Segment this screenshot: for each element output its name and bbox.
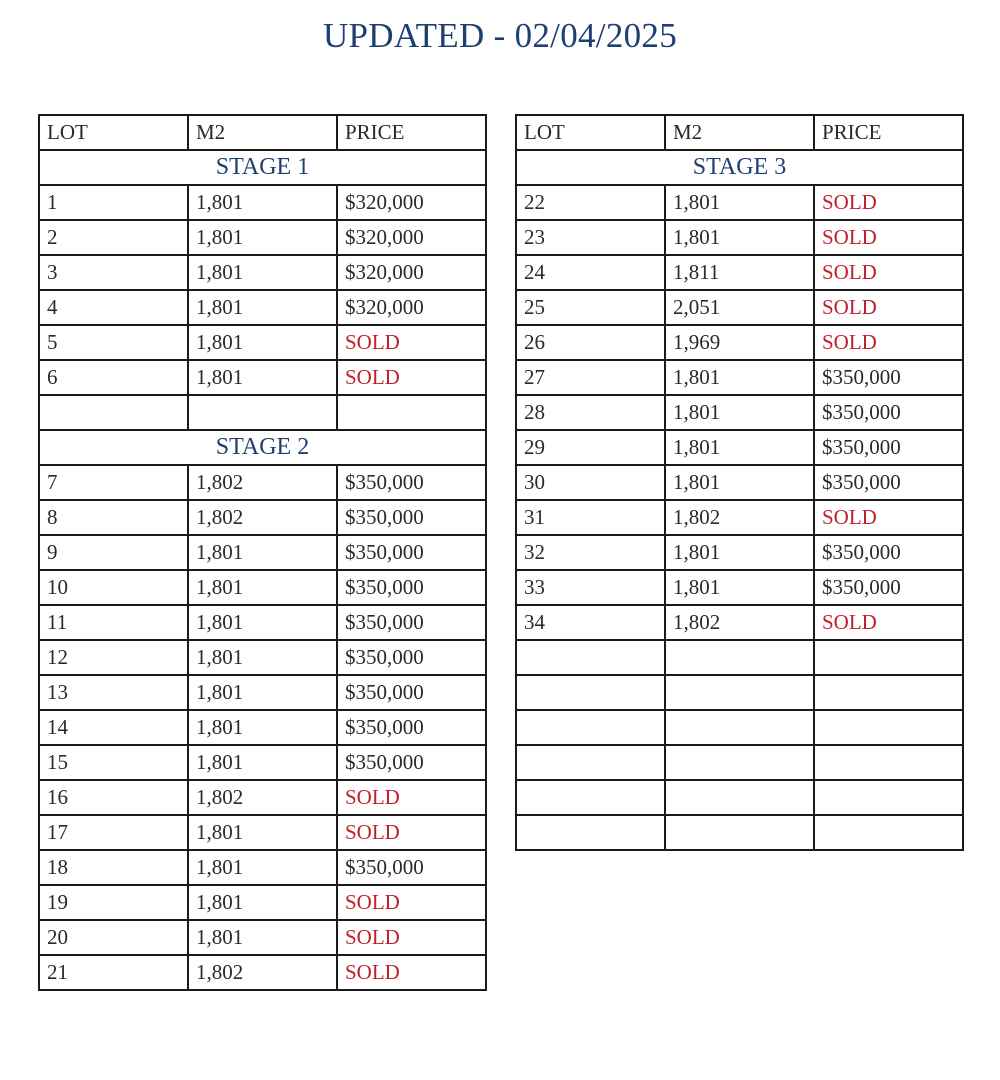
lot-cell: 10 [39,570,188,605]
m2-cell: 1,801 [188,885,337,920]
price-cell: $350,000 [814,535,963,570]
lot-cell: 14 [39,710,188,745]
price-cell [814,780,963,815]
lot-cell: 29 [516,430,665,465]
lot-cell: 16 [39,780,188,815]
lot-cell: 1 [39,185,188,220]
price-cell: SOLD [337,920,486,955]
m2-cell: 1,802 [188,465,337,500]
stage-row [516,150,963,185]
table-row [39,570,486,605]
price-cell: SOLD [814,325,963,360]
price-cell: $350,000 [337,745,486,780]
m2-cell: 1,801 [188,185,337,220]
table-row [39,605,486,640]
table-row [39,325,486,360]
price-cell: $350,000 [337,850,486,885]
header-row [516,115,963,150]
table-row [516,500,963,535]
stage-1-heading: STAGE 1 [39,150,486,185]
m2-cell: 1,802 [188,780,337,815]
price-cell: $350,000 [814,465,963,500]
stage-3-heading: STAGE 3 [516,150,963,185]
m2-cell: 1,801 [188,920,337,955]
table-row [39,395,486,430]
price-cell [814,640,963,675]
price-cell: SOLD [337,780,486,815]
lot-cell [516,780,665,815]
table-row [39,640,486,675]
lot-cell [39,395,188,430]
price-cell: $350,000 [814,570,963,605]
price-cell: $350,000 [814,360,963,395]
price-cell: $350,000 [337,605,486,640]
table-row [516,570,963,605]
m2-cell [188,395,337,430]
price-cell: SOLD [337,360,486,395]
table-row [39,185,486,220]
m2-cell: 1,969 [665,325,814,360]
header-price: PRICE [337,115,486,150]
m2-cell: 1,801 [665,220,814,255]
price-cell [814,710,963,745]
lot-cell [516,675,665,710]
m2-cell [665,675,814,710]
table-row [39,850,486,885]
price-cell: $350,000 [337,535,486,570]
header-row [39,115,486,150]
table-row [516,780,963,815]
lot-cell: 13 [39,675,188,710]
m2-cell: 1,801 [665,360,814,395]
lot-cell: 33 [516,570,665,605]
m2-cell: 1,801 [188,675,337,710]
lot-cell: 20 [39,920,188,955]
table-row [516,325,963,360]
price-cell: $350,000 [337,500,486,535]
lot-cell: 17 [39,815,188,850]
lots-table-right [515,114,964,851]
m2-cell: 1,801 [188,360,337,395]
m2-cell: 1,801 [188,640,337,675]
lot-cell: 28 [516,395,665,430]
table-row [516,605,963,640]
m2-cell: 1,801 [188,850,337,885]
m2-cell [665,815,814,850]
lot-cell: 32 [516,535,665,570]
m2-cell: 1,801 [188,605,337,640]
table-row [516,745,963,780]
m2-cell: 1,801 [665,395,814,430]
table-row [39,780,486,815]
price-cell [337,395,486,430]
price-cell: SOLD [814,255,963,290]
m2-cell: 1,801 [665,570,814,605]
m2-cell: 1,801 [188,710,337,745]
table-row [516,395,963,430]
price-cell: SOLD [814,605,963,640]
price-cell: $350,000 [337,710,486,745]
lot-cell: 34 [516,605,665,640]
header-lot: LOT [39,115,188,150]
m2-cell: 1,801 [188,290,337,325]
lot-cell: 9 [39,535,188,570]
stage-row [39,430,486,465]
price-cell: SOLD [814,290,963,325]
m2-cell: 1,801 [665,535,814,570]
price-cell: SOLD [814,500,963,535]
lot-cell: 6 [39,360,188,395]
lot-cell: 24 [516,255,665,290]
table-row [39,815,486,850]
m2-cell: 1,801 [188,815,337,850]
lot-cell: 23 [516,220,665,255]
price-cell: $350,000 [337,640,486,675]
header-m2: M2 [188,115,337,150]
table-row [516,815,963,850]
m2-cell: 2,051 [665,290,814,325]
price-cell: $350,000 [337,570,486,605]
price-cell: $320,000 [337,185,486,220]
lot-cell: 15 [39,745,188,780]
table-row [39,255,486,290]
m2-cell: 1,802 [188,955,337,990]
table-row [39,360,486,395]
lot-cell [516,640,665,675]
m2-cell: 1,811 [665,255,814,290]
table-row [39,465,486,500]
table-row [516,640,963,675]
table-row [39,920,486,955]
price-cell: SOLD [337,815,486,850]
m2-cell: 1,801 [188,255,337,290]
lot-cell: 2 [39,220,188,255]
lot-cell: 18 [39,850,188,885]
page-title: UPDATED - 02/04/2025 [322,16,678,55]
m2-cell: 1,801 [188,220,337,255]
lot-cell [516,745,665,780]
m2-cell [665,640,814,675]
m2-cell: 1,802 [188,500,337,535]
price-cell: SOLD [814,220,963,255]
stage-row [39,150,486,185]
header-lot: LOT [516,115,665,150]
lots-table-left [38,114,487,991]
lot-cell: 11 [39,605,188,640]
lot-cell: 19 [39,885,188,920]
price-cell: SOLD [814,185,963,220]
table-row [39,535,486,570]
lot-cell [516,815,665,850]
price-cell [814,745,963,780]
m2-cell: 1,801 [665,430,814,465]
lot-cell: 22 [516,185,665,220]
table-row [516,535,963,570]
table-row [516,185,963,220]
lot-cell [516,710,665,745]
price-cell [814,815,963,850]
table-row [39,220,486,255]
table-row [39,710,486,745]
lot-cell: 12 [39,640,188,675]
table-row [39,885,486,920]
lot-cell: 3 [39,255,188,290]
table-row [516,430,963,465]
table-row [516,220,963,255]
table-row [39,290,486,325]
lot-cell: 26 [516,325,665,360]
m2-cell: 1,802 [665,605,814,640]
lot-cell: 27 [516,360,665,395]
m2-cell [665,745,814,780]
table-row [516,255,963,290]
table-row [39,745,486,780]
m2-cell: 1,801 [188,325,337,360]
price-cell: SOLD [337,885,486,920]
price-cell: $350,000 [337,675,486,710]
table-row [516,360,963,395]
table-row [39,955,486,990]
table-row [516,290,963,325]
table-row [516,710,963,745]
m2-cell: 1,801 [188,745,337,780]
table-row [516,465,963,500]
lot-cell: 8 [39,500,188,535]
header-price: PRICE [814,115,963,150]
price-cell: $350,000 [814,430,963,465]
lot-cell: 4 [39,290,188,325]
lot-cell: 31 [516,500,665,535]
m2-cell: 1,801 [188,570,337,605]
m2-cell: 1,801 [665,185,814,220]
lot-cell: 7 [39,465,188,500]
header-m2: M2 [665,115,814,150]
m2-cell [665,780,814,815]
lot-cell: 21 [39,955,188,990]
price-cell: SOLD [337,325,486,360]
price-cell: $350,000 [337,465,486,500]
table-row [516,675,963,710]
price-cell: $350,000 [814,395,963,430]
m2-cell: 1,802 [665,500,814,535]
price-cell: SOLD [337,955,486,990]
m2-cell: 1,801 [665,465,814,500]
price-cell [814,675,963,710]
lot-cell: 5 [39,325,188,360]
m2-cell: 1,801 [188,535,337,570]
stage-2-heading: STAGE 2 [39,430,486,465]
m2-cell [665,710,814,745]
table-row [39,675,486,710]
price-cell: $320,000 [337,220,486,255]
price-cell: $320,000 [337,255,486,290]
table-row [39,500,486,535]
lot-cell: 25 [516,290,665,325]
lot-cell: 30 [516,465,665,500]
price-cell: $320,000 [337,290,486,325]
